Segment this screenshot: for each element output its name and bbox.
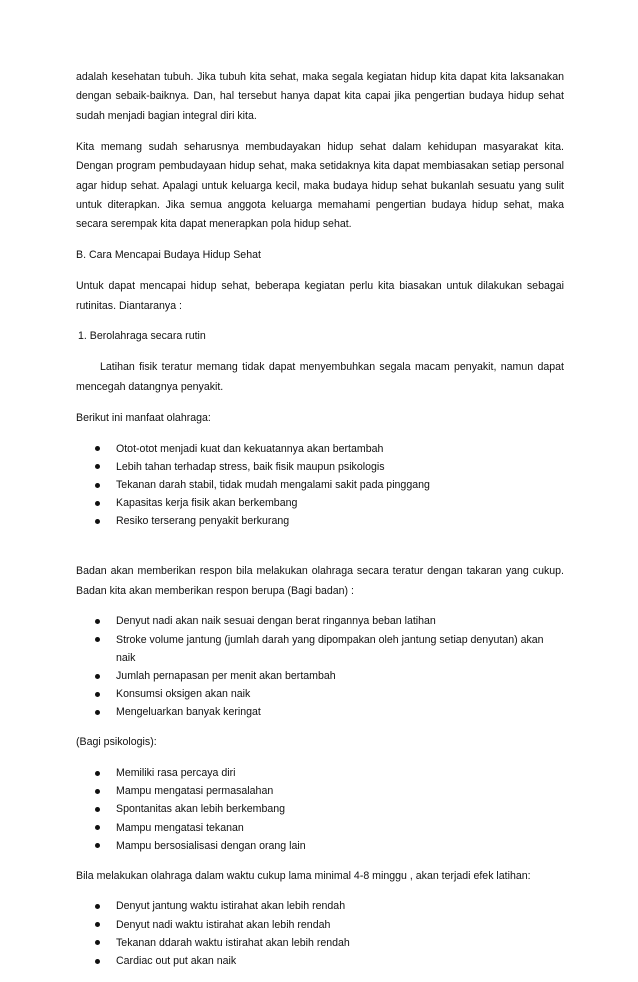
list-item: Stroke volume jantung (jumlah darah yang dipompakan oleh jantung setiap denyutan) akan naik: [76, 631, 564, 667]
document-page: [76, 68, 564, 982]
list-item: Mampu mengatasi permasalahan: [76, 782, 564, 800]
section-heading-b: B. Cara Mencapai Budaya Hidup Sehat: [76, 249, 261, 262]
list-manfaat-olahraga: [76, 440, 564, 531]
bullet-icon: [95, 922, 100, 927]
list-item: Mampu bersosialisasi dengan orang lain: [76, 837, 564, 855]
paragraph-manfaat-intro: Berikut ini manfaat olahraga:: [76, 411, 211, 424]
bullet-icon: [95, 825, 100, 830]
bullet-icon: [95, 710, 100, 715]
bullet-icon: [95, 940, 100, 945]
paragraph-efek-latihan: Bila melakukan olahraga dalam waktu cukup lama minimal 4-8 minggu , akan terjadi efek latihan:: [76, 869, 531, 882]
paragraph-intro: adalah kesehatan tubuh. Jika tubuh kita sehat, maka segala kegiatan hidup kita dapat kita laksanakan dengan sebaik-baiknya. Dan, hal tersebut hanya dapat kita capai jika pengertian budaya hidup sehat sudah menjadi bagian integral diri kita.: [76, 71, 564, 122]
paragraph-latihan-fisik: Latihan fisik teratur memang tidak dapat menyembuhkan segala macam penyakit, namun dapat mencegah datangnya penyakit.: [76, 361, 564, 393]
list-item: Denyut nadi waktu istirahat akan lebih rendah: [76, 916, 564, 934]
bullet-icon: [95, 692, 100, 697]
bullet-icon: [95, 789, 100, 794]
list-item: Cardiac out put akan naik: [76, 952, 564, 970]
list-item: Tekanan ddarah waktu istirahat akan lebih rendah: [76, 934, 564, 952]
bullet-icon: [95, 674, 100, 679]
list-item: Otot-otot menjadi kuat dan kekuatannya akan bertambah: [76, 440, 564, 458]
bullet-icon: [95, 619, 100, 624]
list-item: Memiliki rasa percaya diri: [76, 764, 564, 782]
list-item: Konsumsi oksigen akan naik: [76, 685, 564, 703]
paragraph-budaya-hidup-sehat: Kita memang sudah seharusnya membudayakan hidup sehat dalam kehidupan masyarakat kita. Dengan program pembudayaan hidup sehat, maka setidaknya kita dapat membiasakan setiap personal agar hidup sehat. Apalagi untuk keluarga kecil, maka budaya hidup sehat bukanlah sesuatu yang sulit untuk diterapkan. Jika semua anggota keluarga memahami pengertian budaya hidup sehat, maka secara serempak kita dapat menerapkan pola hidup sehat.: [76, 140, 564, 231]
bullet-icon: [95, 501, 100, 506]
list-item: Mengeluarkan banyak keringat: [76, 703, 564, 721]
list-respon-badan: [76, 612, 564, 721]
list-item: Denyut jantung waktu istirahat akan lebih rendah: [76, 897, 564, 915]
paragraph-respon-badan: Badan akan memberikan respon bila melakukan olahraga secara teratur dengan takaran yang cukup. Badan kita akan memberikan respon berupa (Bagi badan) :: [76, 565, 564, 597]
bullet-icon: [95, 904, 100, 909]
bullet-icon: [95, 771, 100, 776]
list-item: Kapasitas kerja fisik akan berkembang: [76, 494, 564, 512]
bullet-icon: [95, 464, 100, 469]
list-item: Resiko terserang penyakit berkurang: [76, 512, 564, 530]
list-item: Lebih tahan terhadap stress, baik fisik maupun psikologis: [76, 458, 564, 476]
list-item: Mampu mengatasi tekanan: [76, 819, 564, 837]
bullet-icon: [95, 446, 100, 451]
list-item: Spontanitas akan lebih berkembang: [76, 800, 564, 818]
list-item: Tekanan darah stabil, tidak mudah mengalami sakit pada pinggang: [76, 476, 564, 494]
list-item: Denyut nadi akan naik sesuai dengan berat ringannya beban latihan: [76, 612, 564, 630]
bullet-icon: [95, 807, 100, 812]
list-efek-latihan: [76, 897, 564, 970]
label-bagi-psikologis: (Bagi psikologis):: [76, 736, 157, 749]
subheading-olahraga: 1. Berolahraga secara rutin: [78, 330, 206, 343]
list-respon-psikologis: [76, 764, 564, 855]
list-item: Jumlah pernapasan per menit akan bertambah: [76, 667, 564, 685]
bullet-icon: [95, 959, 100, 964]
bullet-icon: [95, 519, 100, 524]
bullet-icon: [95, 483, 100, 488]
paragraph-kegiatan: Untuk dapat mencapai hidup sehat, beberapa kegiatan perlu kita biasakan untuk dilakukan sebagai rutinitas. Diantaranya :: [76, 280, 564, 312]
bullet-icon: [95, 637, 100, 642]
bullet-icon: [95, 843, 100, 848]
blank-line: [76, 542, 564, 562]
